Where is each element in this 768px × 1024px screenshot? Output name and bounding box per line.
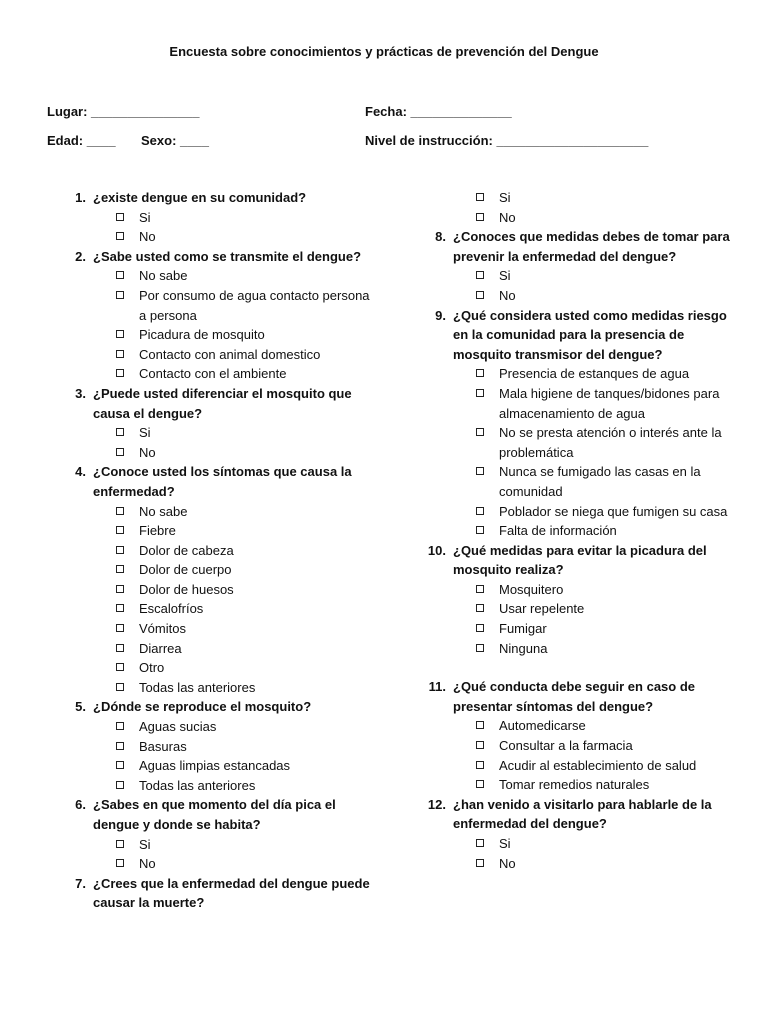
option-list: [64, 502, 374, 698]
question-number: 10.: [427, 542, 446, 558]
option-list: [64, 423, 374, 462]
checkbox-icon[interactable]: [476, 859, 484, 867]
option-list: [424, 580, 734, 658]
option-label: Mosquitero: [499, 581, 564, 597]
option-label: Aguas sucias: [139, 719, 217, 735]
answer-option[interactable]: [64, 443, 374, 463]
option-label: Contacto con el ambiente: [139, 366, 287, 382]
answer-option[interactable]: [424, 580, 734, 600]
checkbox-icon[interactable]: [116, 213, 124, 221]
spacer: [424, 658, 734, 677]
option-label: Falta de información: [499, 523, 617, 539]
question-text: [64, 462, 374, 501]
checkbox-icon[interactable]: [476, 780, 484, 788]
option-label: Poblador se niega que fumigen su casa: [499, 503, 728, 519]
checkbox-icon[interactable]: [476, 741, 484, 749]
option-label: No: [139, 856, 156, 872]
question-number: 5.: [75, 699, 86, 715]
question-label: ¿Sabe usted como se transmite el dengue?: [93, 248, 362, 264]
option-label: Mala higiene de tanques/bidones para almacenamiento de agua: [499, 385, 720, 421]
checkbox-icon[interactable]: [116, 291, 124, 299]
checkbox-icon[interactable]: [476, 193, 484, 201]
question-item: [64, 188, 374, 247]
answer-option[interactable]: [64, 619, 374, 639]
answer-option[interactable]: [64, 502, 374, 522]
option-label: No: [139, 229, 156, 245]
checkbox-icon[interactable]: [476, 761, 484, 769]
question-number: 12.: [427, 796, 446, 812]
checkbox-icon[interactable]: [116, 742, 124, 750]
answer-option[interactable]: [424, 502, 734, 522]
question-item: [64, 247, 374, 384]
answer-option[interactable]: [64, 854, 374, 874]
option-label: Si: [139, 836, 151, 852]
question-text: [424, 306, 734, 365]
checkbox-icon[interactable]: [476, 721, 484, 729]
answer-option[interactable]: [424, 854, 734, 874]
question-label: ¿Qué medidas para evitar la picadura del mosquito realiza?: [453, 542, 707, 578]
question-item: [424, 306, 734, 541]
checkbox-icon[interactable]: [116, 585, 124, 593]
option-label: Basuras: [139, 738, 187, 754]
answer-option[interactable]: [64, 717, 374, 737]
answer-option[interactable]: [64, 364, 374, 384]
checkbox-icon[interactable]: [476, 389, 484, 397]
checkbox-icon[interactable]: [116, 683, 124, 691]
question-label: ¿Conoces que medidas debes de tomar para prevenir la enfermedad del dengue?: [453, 229, 730, 264]
answer-option[interactable]: [424, 639, 734, 659]
checkbox-icon[interactable]: [116, 330, 124, 338]
option-list: [424, 364, 734, 540]
checkbox-icon[interactable]: [116, 859, 124, 867]
question-text: [424, 677, 734, 716]
answer-option[interactable]: [64, 599, 374, 619]
checkbox-icon[interactable]: [476, 507, 484, 515]
question-item: [424, 677, 734, 795]
checkbox-icon[interactable]: [116, 624, 124, 632]
answer-option[interactable]: [64, 521, 374, 541]
answer-option[interactable]: [64, 345, 374, 365]
answer-option[interactable]: [64, 658, 374, 678]
checkbox-icon[interactable]: [116, 526, 124, 534]
question-number: 1.: [75, 190, 86, 205]
answer-option[interactable]: [424, 384, 734, 423]
question-number: 7.: [75, 875, 86, 891]
option-label: Escalofríos: [139, 601, 204, 617]
questions-right-column: [424, 188, 734, 873]
answer-option[interactable]: [64, 756, 374, 776]
option-list: [424, 834, 734, 873]
option-label: Vómitos: [139, 621, 186, 637]
checkbox-icon[interactable]: [476, 644, 484, 652]
answer-option[interactable]: [424, 462, 734, 501]
question-text: [64, 697, 374, 717]
edad-field[interactable]: Edad: ____: [47, 133, 116, 148]
checkbox-icon[interactable]: [116, 507, 124, 515]
answer-option[interactable]: [64, 227, 374, 247]
option-label: Aguas limpias estancadas: [139, 758, 291, 774]
question-label: ¿Dónde se reproduce el mosquito?: [93, 699, 312, 715]
option-label: Si: [139, 209, 151, 225]
question-label: ¿Crees que la enfermedad del dengue puede causar la muerte?: [93, 875, 370, 911]
survey-title: Encuesta sobre conocimientos y prácticas de prevención del Dengue: [169, 44, 599, 59]
checkbox-icon[interactable]: [116, 644, 124, 652]
option-label: Nunca se fumigado las casas en la comunidad: [499, 464, 701, 499]
answer-option[interactable]: [64, 776, 374, 796]
checkbox-icon[interactable]: [116, 369, 124, 377]
sexo-field[interactable]: Sexo: ____: [141, 133, 209, 148]
option-label: Fumigar: [499, 621, 547, 637]
option-label: Contacto con animal domestico: [139, 346, 321, 362]
option-label: Otro: [139, 660, 165, 676]
fecha-field[interactable]: Fecha: ______________: [365, 104, 512, 119]
question-item: [424, 227, 734, 305]
checkbox-icon[interactable]: [116, 781, 124, 789]
answer-option[interactable]: [64, 286, 374, 325]
answer-option[interactable]: [424, 364, 734, 384]
option-label: No: [499, 287, 516, 303]
answer-option[interactable]: [64, 835, 374, 855]
question-label: ¿Qué considera usted como medidas riesgo en la comunidad para la presencia de mosquito transmisor del dengue?: [453, 307, 727, 362]
checkbox-icon[interactable]: [476, 271, 484, 279]
question-item: [64, 874, 374, 913]
checkbox-icon[interactable]: [116, 546, 124, 554]
checkbox-icon[interactable]: [476, 213, 484, 221]
checkbox-icon[interactable]: [116, 232, 124, 240]
checkbox-icon[interactable]: [116, 663, 124, 671]
question-number: 6.: [75, 797, 86, 813]
answer-option[interactable]: [424, 521, 734, 541]
checkbox-icon[interactable]: [476, 624, 484, 632]
question-number: 4.: [75, 464, 86, 480]
question-label: ¿han venido a visitarlo para hablarle de la enfermedad del dengue?: [453, 796, 712, 832]
option-label: Por consumo de agua contacto persona a persona: [139, 287, 370, 323]
option-label: No sabe: [139, 503, 188, 519]
option-label: Si: [139, 425, 151, 441]
question-number: 3.: [75, 385, 86, 401]
option-label: Picadura de mosquito: [139, 327, 265, 343]
question-text: [64, 384, 374, 423]
answer-option[interactable]: [424, 208, 734, 228]
option-label: Consultar a la farmacia: [499, 738, 633, 754]
lugar-field[interactable]: Lugar: _______________: [47, 104, 200, 119]
answer-option[interactable]: [64, 639, 374, 659]
question-item: [64, 384, 374, 462]
question-label: ¿Conoce usted los síntomas que causa la enfermedad?: [93, 464, 352, 499]
answer-option[interactable]: [64, 560, 374, 580]
checkbox-icon[interactable]: [116, 350, 124, 358]
option-label: Todas las anteriores: [139, 679, 256, 695]
option-label: Si: [499, 190, 511, 205]
answer-option[interactable]: [424, 736, 734, 756]
question-number: 11.: [428, 679, 446, 695]
checkbox-icon[interactable]: [476, 839, 484, 847]
answer-option[interactable]: [64, 580, 374, 600]
option-label: Dolor de huesos: [139, 581, 234, 597]
option-list: [64, 835, 374, 874]
checkbox-icon[interactable]: [476, 291, 484, 299]
option-label: Si: [499, 836, 511, 851]
checkbox-icon[interactable]: [476, 604, 484, 612]
answer-option[interactable]: [424, 716, 734, 736]
option-label: Dolor de cuerpo: [139, 562, 232, 578]
option-list: [424, 266, 734, 305]
question-label: ¿Qué conducta debe seguir en caso de presentar síntomas del dengue?: [453, 679, 696, 714]
checkbox-icon[interactable]: [476, 428, 484, 436]
questions-left-column: [64, 188, 374, 913]
option-label: No: [499, 209, 516, 225]
checkbox-icon[interactable]: [476, 526, 484, 534]
answer-option[interactable]: [424, 266, 734, 286]
option-label: No: [139, 444, 156, 460]
option-label: No sabe: [139, 268, 188, 284]
question-text: [64, 874, 374, 913]
question-number: 9.: [435, 307, 446, 323]
option-list: [424, 716, 734, 794]
answer-option[interactable]: [64, 208, 374, 228]
answer-option[interactable]: [424, 599, 734, 619]
option-label: Acudir al establecimiento de salud: [499, 757, 697, 773]
answer-option[interactable]: [424, 619, 734, 639]
checkbox-icon[interactable]: [476, 467, 484, 475]
option-label: No: [499, 855, 516, 871]
answer-option[interactable]: [424, 775, 734, 795]
answer-option[interactable]: [424, 834, 734, 854]
answer-option[interactable]: [64, 737, 374, 757]
answer-option[interactable]: [64, 541, 374, 561]
option-label: Todas las anteriores: [139, 777, 256, 793]
question-number: 8.: [435, 229, 446, 245]
question-label: ¿Sabes en que momento del día pica el dengue y donde se habita?: [93, 797, 336, 832]
answer-option[interactable]: [424, 756, 734, 776]
option-label: Tomar remedios naturales: [499, 777, 650, 793]
option-label: Ninguna: [499, 640, 548, 656]
question-text: [424, 795, 734, 834]
checkbox-icon[interactable]: [116, 722, 124, 730]
question-label: ¿Puede usted diferenciar el mosquito que causa el dengue?: [93, 385, 352, 421]
answer-option[interactable]: [424, 423, 734, 462]
checkbox-icon[interactable]: [116, 448, 124, 456]
question-item: [64, 795, 374, 873]
option-label: No se presta atención o interés ante la problemática: [499, 425, 722, 460]
answer-option[interactable]: [424, 188, 734, 208]
checkbox-icon[interactable]: [116, 840, 124, 848]
question-item: [424, 795, 734, 873]
question-text: [424, 227, 734, 266]
option-list: [424, 188, 734, 227]
question-item: [64, 697, 374, 795]
checkbox-icon[interactable]: [476, 369, 484, 377]
question-number: 2.: [75, 248, 86, 264]
option-label: Si: [499, 268, 511, 284]
question-text: [64, 247, 374, 267]
question-text: [424, 541, 734, 580]
question-text: [64, 795, 374, 834]
answer-option[interactable]: [424, 286, 734, 306]
option-list: [64, 266, 374, 384]
answer-option[interactable]: [64, 266, 374, 286]
option-label: Dolor de cabeza: [139, 542, 234, 558]
option-label: Diarrea: [139, 640, 182, 656]
checkbox-icon[interactable]: [116, 428, 124, 436]
option-list: [64, 208, 374, 247]
nivel-instruccion-field[interactable]: Nivel de instrucción: _____________________: [365, 133, 649, 148]
question-label: ¿existe dengue en su comunidad?: [93, 190, 307, 205]
option-label: Usar repelente: [499, 601, 585, 617]
answer-option[interactable]: [64, 678, 374, 698]
option-label: Automedicarse: [499, 718, 586, 734]
option-label: Fiebre: [139, 523, 176, 539]
answer-option[interactable]: [64, 423, 374, 443]
checkbox-icon[interactable]: [116, 271, 124, 279]
checkbox-icon[interactable]: [116, 761, 124, 769]
question-text: [64, 188, 374, 208]
checkbox-icon[interactable]: [116, 604, 124, 612]
option-label: Presencia de estanques de agua: [499, 366, 690, 382]
option-list: [64, 717, 374, 795]
question-item: [64, 462, 374, 697]
question-item: [424, 541, 734, 678]
answer-option[interactable]: [64, 325, 374, 345]
checkbox-icon[interactable]: [476, 585, 484, 593]
checkbox-icon[interactable]: [116, 565, 124, 573]
